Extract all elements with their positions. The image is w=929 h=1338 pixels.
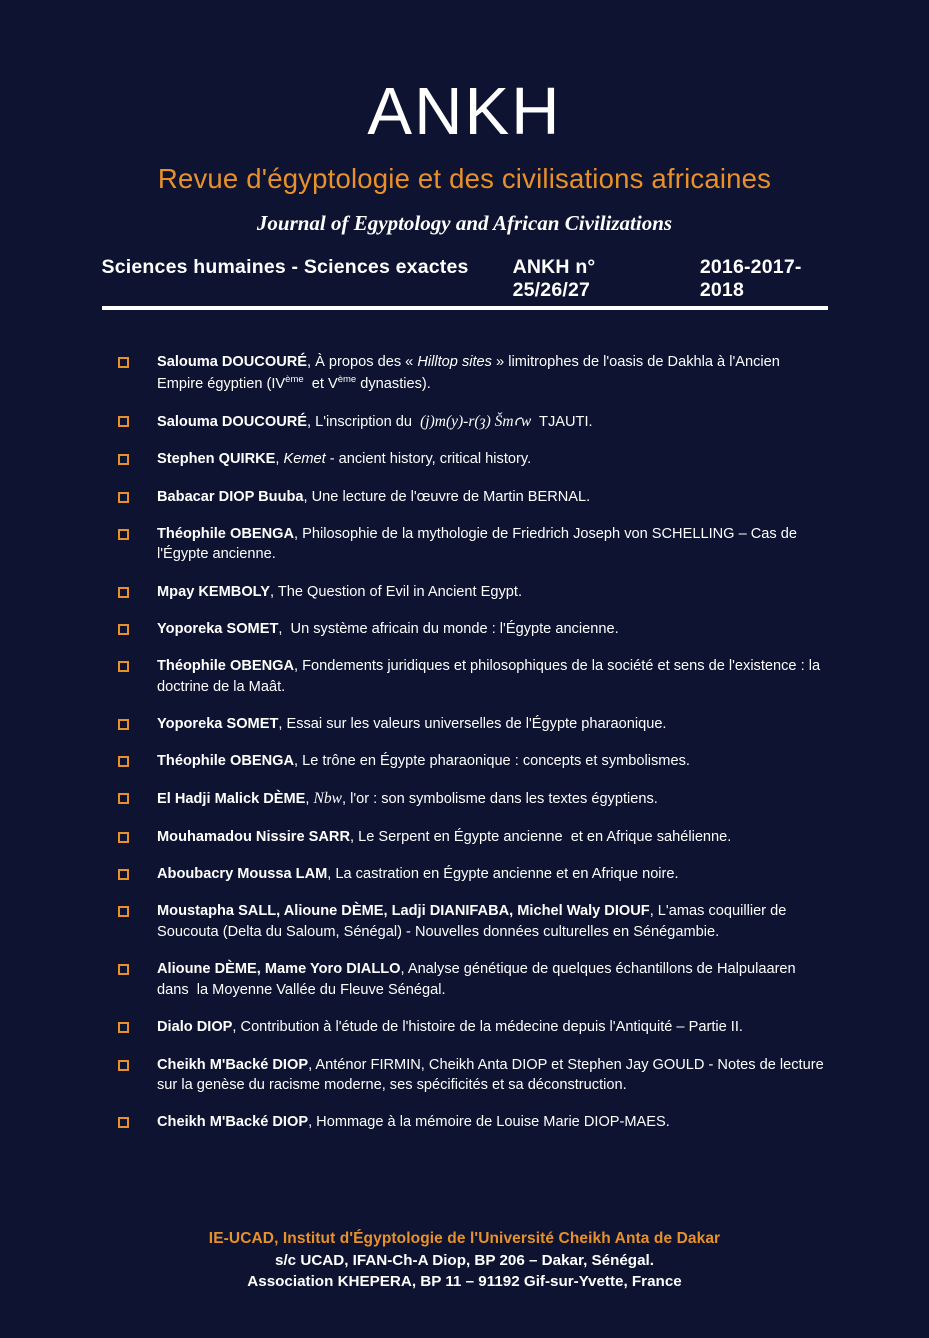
toc-entry[interactable] bbox=[118, 449, 829, 470]
toc-entry-text: Aboubacry Moussa LAM, La castration en Égypte ancienne et en Afrique noire. bbox=[157, 866, 679, 883]
toc-entry[interactable] bbox=[118, 582, 829, 603]
table-of-contents bbox=[0, 352, 929, 1133]
issue-bar bbox=[102, 256, 828, 310]
toc-entry-text: Yoporeka SOMET, Essai sur les valeurs universelles de l'Égypte pharaonique. bbox=[157, 716, 667, 733]
toc-entry-text: Théophile OBENGA, Fondements juridiques et philosophiques de la société et sens de l'existence : la doctrine de la Maât. bbox=[157, 658, 821, 695]
toc-entry-text: Yoporeka SOMET, Un système africain du monde : l'Égypte ancienne. bbox=[157, 620, 619, 637]
square-bullet-icon bbox=[118, 416, 129, 427]
publisher-footer bbox=[0, 1230, 929, 1290]
square-bullet-icon bbox=[118, 454, 129, 465]
issue-bar-container bbox=[0, 256, 929, 310]
toc-entry-text: Théophile OBENGA, Le trône en Égypte pharaonique : concepts et symbolismes. bbox=[157, 753, 690, 770]
toc-entry[interactable] bbox=[118, 656, 829, 697]
toc-entry[interactable] bbox=[118, 1017, 829, 1038]
square-bullet-icon bbox=[118, 529, 129, 540]
square-bullet-icon bbox=[118, 1022, 129, 1033]
toc-entry-text: Théophile OBENGA, Philosophie de la mythologie de Friedrich Joseph von SCHELLING – Cas de l'Égypte ancienne. bbox=[157, 525, 797, 563]
toc-entry[interactable] bbox=[118, 619, 829, 640]
toc-entry[interactable] bbox=[118, 1055, 829, 1096]
toc-entry-text: Mouhamadou Nissire SARR, Le Serpent en Égypte ancienne et en Afrique sahélienne. bbox=[157, 828, 732, 845]
toc-entry[interactable] bbox=[118, 411, 829, 433]
toc-entry-text: Cheikh M'Backé DIOP, Anténor FIRMIN, Cheikh Anta DIOP et Stephen Jay GOULD - Notes de lecture sur la genèse du racisme moderne, ses spécificités et sa déconstruction. bbox=[157, 1056, 824, 1094]
footer-address: s/c UCAD, IFAN-Ch-A Diop, BP 206 – Dakar, Sénégal. bbox=[275, 1252, 654, 1269]
toc-entry-text: Cheikh M'Backé DIOP, Hommage à la mémoire de Louise Marie DIOP-MAES. bbox=[157, 1114, 670, 1131]
toc-entry[interactable] bbox=[118, 959, 829, 1000]
toc-entry[interactable] bbox=[118, 864, 829, 885]
toc-entry[interactable] bbox=[118, 751, 829, 772]
toc-entry-text: Salouma DOUCOURÉ, À propos des « Hilltop sites » limitrophes de l'oasis de Dakhla à l'Ancien Empire égyptien (IVème et Vème dynasties). bbox=[157, 354, 780, 392]
square-bullet-icon bbox=[118, 964, 129, 975]
square-bullet-icon bbox=[118, 1117, 129, 1128]
toc-entry[interactable] bbox=[118, 524, 829, 565]
toc-entry[interactable] bbox=[118, 827, 829, 848]
square-bullet-icon bbox=[118, 906, 129, 917]
toc-entry-text: Mpay KEMBOLY, The Question of Evil in Ancient Egypt. bbox=[157, 583, 523, 600]
toc-entry-text: El Hadji Malick DÈME, Nbw, l'or : son symbolisme dans les textes égyptiens. bbox=[157, 790, 658, 808]
toc-entry-text: Alioune DÈME, Mame Yoro DIALLO, Analyse génétique de quelques échantillons de Halpulaaren dans la Moyenne Vallée du Fleuve Sénégal. bbox=[157, 961, 796, 999]
square-bullet-icon bbox=[118, 661, 129, 672]
toc-entry[interactable] bbox=[118, 487, 829, 508]
toc-entry-text: Moustapha SALL, Alioune DÈME, Ladji DIANIFABA, Michel Waly DIOUF, L'amas coquillier de Soucouta (Delta du Saloum, Sénégal) - Nouvelles données culturelles en Sénégambie. bbox=[157, 903, 787, 941]
issue-years: 2016-2017-2018 bbox=[699, 256, 802, 301]
footer-institute: IE-UCAD, Institut d'Égyptologie de l'Université Cheikh Anta de Dakar bbox=[208, 1230, 721, 1247]
square-bullet-icon bbox=[118, 492, 129, 503]
issue-disciplines: Sciences humaines - Sciences exactes bbox=[101, 256, 469, 278]
toc-entry[interactable] bbox=[118, 788, 829, 810]
toc-entry-text: Babacar DIOP Buuba, Une lecture de l'œuvre de Martin BERNAL. bbox=[157, 488, 591, 505]
square-bullet-icon bbox=[118, 1060, 129, 1071]
toc-entry-text: Salouma DOUCOURÉ, L'inscription du (j)m(y)-r(ȝ) Šmꜥw TJAUTI. bbox=[157, 412, 593, 430]
masthead bbox=[0, 0, 929, 236]
toc-entry[interactable] bbox=[118, 352, 829, 394]
issue-number: ANKH n° 25/26/27 bbox=[512, 256, 596, 301]
toc-entry-text: Dialo DIOP, Contribution à l'étude de l'histoire de la médecine depuis l'Antiquité – Partie II. bbox=[157, 1019, 743, 1036]
toc-entry-text: Stephen QUIRKE, Kemet - ancient history, critical history. bbox=[157, 451, 532, 468]
footer-association: Association KHEPERA, BP 11 – 91192 Gif-sur-Yvette, France bbox=[247, 1273, 682, 1290]
journal-title: ANKH bbox=[367, 74, 562, 149]
square-bullet-icon bbox=[118, 624, 129, 635]
square-bullet-icon bbox=[118, 756, 129, 767]
journal-subtitle-english: Journal of Egyptology and African Civilizations bbox=[256, 211, 673, 235]
square-bullet-icon bbox=[118, 719, 129, 730]
square-bullet-icon bbox=[118, 869, 129, 880]
toc-entry[interactable] bbox=[118, 901, 829, 942]
journal-subtitle-french: Revue d'égyptologie et des civilisations africaines bbox=[157, 163, 772, 194]
square-bullet-icon bbox=[118, 587, 129, 598]
toc-entry[interactable] bbox=[118, 714, 829, 735]
square-bullet-icon bbox=[118, 357, 129, 368]
square-bullet-icon bbox=[118, 793, 129, 804]
square-bullet-icon bbox=[118, 832, 129, 843]
toc-entry[interactable] bbox=[118, 1112, 829, 1133]
